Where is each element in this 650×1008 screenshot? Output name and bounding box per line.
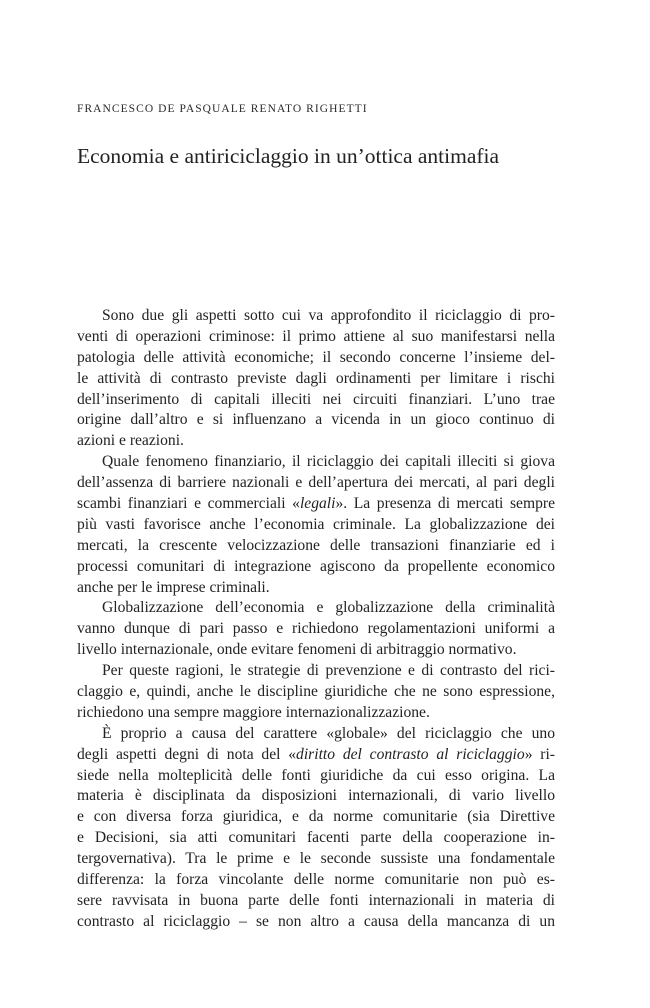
text-line: Per queste ragioni, le strategie di prevenzione e di contrasto del rici- (102, 662, 555, 680)
text-line: più vasti favorisce anche l’economia criminale. La globalizzazione dei (77, 515, 555, 533)
text-line (77, 494, 555, 515)
body-text (77, 306, 555, 933)
text-line: dell’assenza di barriere nazionali e dell’apertura dei mercati, al pari degli (77, 474, 555, 492)
text-line: le attività di contrasto previste dagli ordinamenti per limitare i rischi (77, 369, 555, 387)
text-line (77, 745, 555, 766)
text-line: processi comunitari di integrazione agiscono da propellente economico (77, 557, 555, 575)
chapter-title: Economia e antiriciclaggio in un’ottica antimafia (77, 144, 500, 168)
italic-term: diritto del contrasto al riciclaggio (296, 745, 525, 763)
text-line: sere ravvisata in buona parte delle fonti internazionali in materia di (77, 891, 555, 909)
text-line: contrasto al riciclaggio – se non altro a causa della mancanza di un (77, 912, 555, 930)
text-line: anche per le imprese criminali. (77, 578, 270, 596)
text-segment: scambi finanziari e commerciali « (77, 495, 300, 513)
text-line: richiedono una sempre maggiore internazionalizzazione. (77, 703, 430, 721)
text-line: venti di operazioni criminose: il primo attiene al suo manifestarsi nella (77, 327, 555, 345)
text-line: Sono due gli aspetti sotto cui va approfondito il riciclaggio di pro- (102, 307, 555, 324)
text-line: differenza: la forza vincolante delle norme comunitarie non può es- (77, 871, 555, 889)
text-line: origine dall’altro e si influenzano a vicenda in un gioco continuo di (77, 411, 555, 429)
text-line: siede nella molteplicità delle fonti giuridiche da cui esso origina. La (77, 766, 555, 784)
text-line: mercati, la crescente velocizzazione delle transazioni finanziarie ed i (77, 536, 555, 554)
text-line: È proprio a causa del carattere «globale» del riciclaggio che uno (102, 724, 555, 742)
text-line: dell’inserimento di capitali illeciti nei circuiti finanziari. L’uno trae (77, 390, 555, 408)
text-segment: » ri- (524, 745, 555, 763)
chapter-authors: FRANCESCO DE PASQUALE RENATO RIGHETTI (77, 103, 368, 115)
italic-term: legali (299, 495, 336, 513)
text-segment: degli aspetti degni di nota del « (77, 745, 297, 763)
text-line: patologia delle attività economiche; il secondo concerne l’insieme del- (77, 348, 555, 366)
text-line: e Decisioni, sia atti comunitari facenti parte della cooperazione in- (77, 829, 555, 847)
text-line: materia è disciplinata da disposizioni internazionali, di vario livello (77, 787, 555, 805)
text-line: e con diversa forza giuridica, e da norme comunitarie (sia Direttive (77, 808, 555, 826)
text-segment: ». La presenza di mercati sempre (335, 495, 555, 513)
text-line: Globalizzazione dell’economia e globalizzazione della criminalità (102, 599, 555, 617)
text-line: vanno dunque di pari passo e richiedono regolamentazioni uniformi a (77, 620, 555, 638)
text-line: azioni e reazioni. (77, 432, 184, 450)
text-line: Quale fenomeno finanziario, il riciclaggio dei capitali illeciti si giova (102, 453, 555, 471)
text-line: tergovernativa). Tra le prime e le seconde sussiste una fondamentale (77, 850, 555, 868)
text-line: claggio e, quindi, anche le discipline giuridiche che ne sono espressione, (77, 683, 555, 701)
text-line: livello internazionale, onde evitare fenomeni di arbitraggio normativo. (77, 641, 517, 659)
